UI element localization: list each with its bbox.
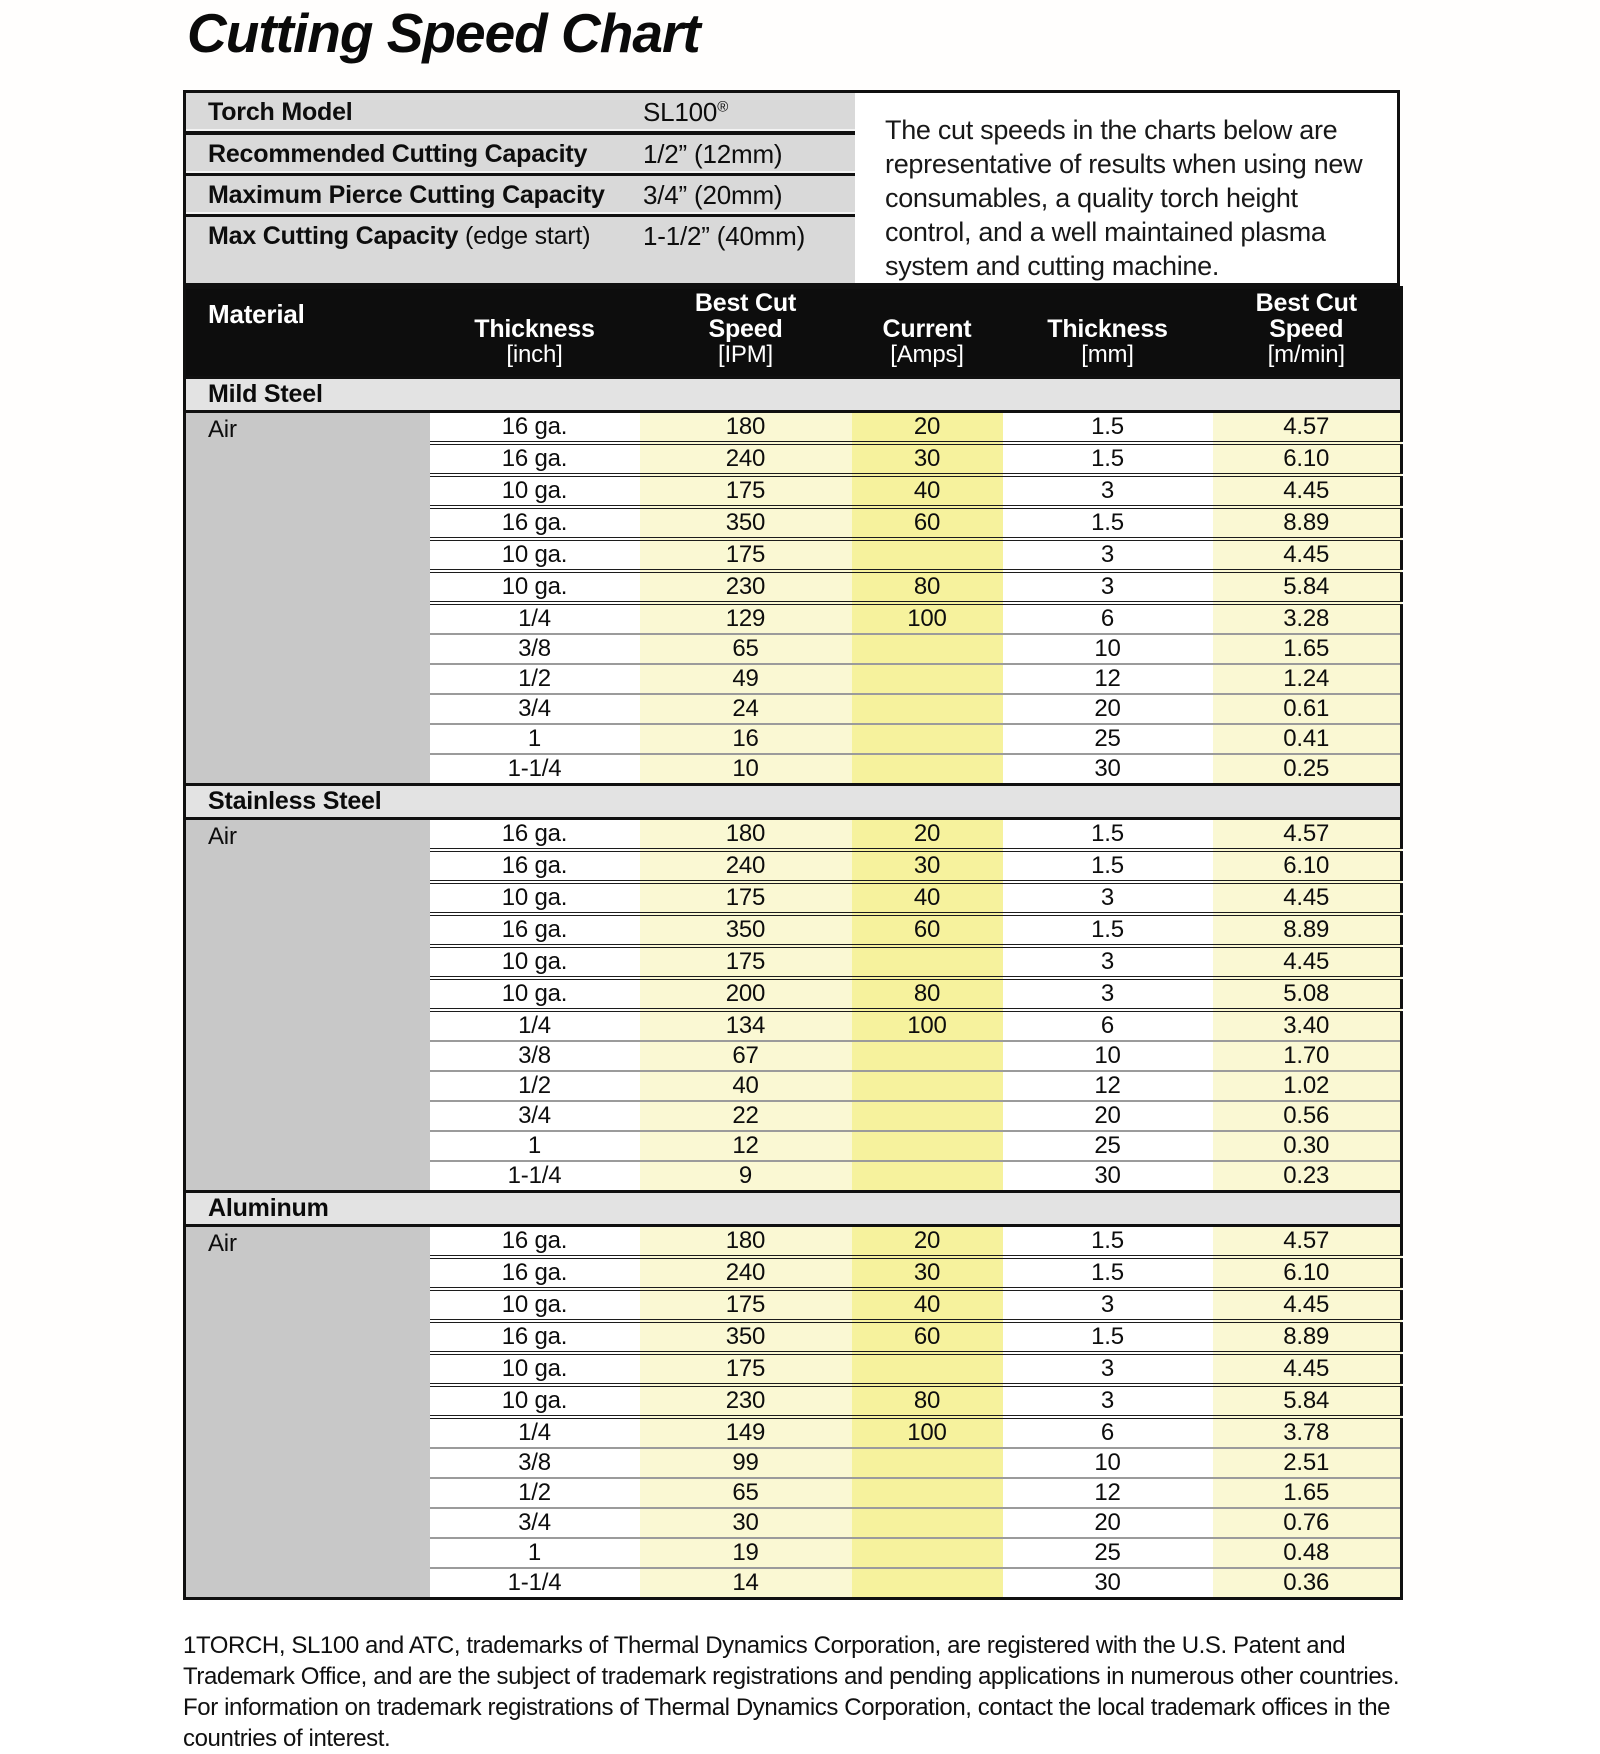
- cell-thickness-inch: 10 ga.: [430, 539, 640, 571]
- column-header-speed-ipm: Best Cut Speed [IPM]: [640, 288, 852, 378]
- spec-row-recommended-capacity: [186, 135, 855, 176]
- column-header-thickness-inch: Thickness [inch]: [430, 288, 640, 378]
- cell-speed-ipm: 200: [640, 978, 852, 1010]
- cell-current-amps: [852, 754, 1003, 785]
- cell-thickness-inch: 10 ga.: [430, 1289, 640, 1321]
- cell-thickness-inch: 10 ga.: [430, 1353, 640, 1385]
- cell-current-amps: 20: [852, 819, 1003, 851]
- cell-thickness-inch: 16 ga.: [430, 1321, 640, 1353]
- cell-thickness-inch: 3/8: [430, 634, 640, 664]
- spec-label: Torch Model: [208, 97, 353, 126]
- cell-thickness-inch: 16 ga.: [430, 507, 640, 539]
- cell-speed-mmin: 1.70: [1213, 1041, 1402, 1071]
- cell-thickness-inch: 16 ga.: [430, 412, 640, 444]
- cell-current-amps: 60: [852, 1321, 1003, 1353]
- cell-thickness-mm: 3: [1003, 882, 1213, 914]
- cell-thickness-mm: 1.5: [1003, 1321, 1213, 1353]
- cell-current-amps: [852, 1508, 1003, 1538]
- cell-speed-mmin: 0.23: [1213, 1161, 1402, 1192]
- cell-current-amps: 20: [852, 1226, 1003, 1258]
- cell-speed-ipm: 134: [640, 1010, 852, 1041]
- cell-speed-mmin: 6.10: [1213, 443, 1402, 475]
- cell-thickness-inch: 1-1/4: [430, 754, 640, 785]
- cell-speed-ipm: 180: [640, 412, 852, 444]
- cell-current-amps: [852, 664, 1003, 694]
- cell-speed-mmin: 3.40: [1213, 1010, 1402, 1041]
- cell-thickness-inch: 1: [430, 724, 640, 754]
- cell-current-amps: 40: [852, 1289, 1003, 1321]
- cell-thickness-inch: 10 ga.: [430, 946, 640, 978]
- cell-thickness-inch: 1/4: [430, 1010, 640, 1041]
- cell-speed-ipm: 65: [640, 1478, 852, 1508]
- cell-speed-mmin: 0.56: [1213, 1101, 1402, 1131]
- cell-current-amps: 20: [852, 412, 1003, 444]
- cell-speed-ipm: 175: [640, 539, 852, 571]
- cell-speed-mmin: 8.89: [1213, 914, 1402, 946]
- cell-speed-mmin: 3.28: [1213, 603, 1402, 634]
- column-header-current-amps: Current [Amps]: [852, 288, 1003, 378]
- cell-speed-ipm: 240: [640, 1257, 852, 1289]
- cell-thickness-mm: 1.5: [1003, 914, 1213, 946]
- trademark-footnote: 1TORCH, SL100 and ATC, trademarks of Thermal Dynamics Corporation, are registered with the U.S. Patent and Trademark Office, and are the subject of trademark registrations and pending applications in numerous other countries. For information on trademark registrations of Thermal Dynamics Corporation, contact the local trademark offices in the countries of interest.: [183, 1632, 1400, 1752]
- cell-speed-mmin: 0.36: [1213, 1568, 1402, 1599]
- cell-speed-mmin: 0.76: [1213, 1508, 1402, 1538]
- gas-cell: Air: [185, 412, 430, 785]
- cell-thickness-mm: 10: [1003, 1448, 1213, 1478]
- spec-value: 3/4” (20mm): [643, 179, 783, 210]
- cell-thickness-mm: 30: [1003, 754, 1213, 785]
- cell-speed-ipm: 9: [640, 1161, 852, 1192]
- page-title: Cutting Speed Chart: [187, 2, 700, 64]
- cell-current-amps: [852, 1448, 1003, 1478]
- cell-thickness-mm: 20: [1003, 1101, 1213, 1131]
- cell-thickness-inch: 3/4: [430, 694, 640, 724]
- cell-thickness-mm: 10: [1003, 1041, 1213, 1071]
- cell-thickness-inch: 1/2: [430, 1478, 640, 1508]
- cell-speed-ipm: 67: [640, 1041, 852, 1071]
- cell-current-amps: 60: [852, 914, 1003, 946]
- cell-thickness-inch: 10 ga.: [430, 882, 640, 914]
- cell-speed-ipm: 240: [640, 443, 852, 475]
- cell-thickness-inch: 10 ga.: [430, 571, 640, 603]
- spec-label: Recommended Cutting Capacity: [208, 139, 588, 168]
- cell-thickness-inch: 10 ga.: [430, 475, 640, 507]
- cell-thickness-inch: 1-1/4: [430, 1161, 640, 1192]
- cell-current-amps: [852, 1478, 1003, 1508]
- cell-thickness-mm: 25: [1003, 724, 1213, 754]
- spec-value: SL100®: [643, 96, 729, 127]
- cell-thickness-mm: 3: [1003, 539, 1213, 571]
- cell-thickness-mm: 20: [1003, 1508, 1213, 1538]
- cell-thickness-mm: 1.5: [1003, 443, 1213, 475]
- cell-thickness-mm: 30: [1003, 1568, 1213, 1599]
- column-header-thickness-mm: Thickness [mm]: [1003, 288, 1213, 378]
- cell-speed-mmin: 5.08: [1213, 978, 1402, 1010]
- cell-thickness-mm: 12: [1003, 1478, 1213, 1508]
- cell-speed-mmin: 4.45: [1213, 539, 1402, 571]
- cutting-speed-table: [183, 286, 1403, 1600]
- column-header-material: Material: [185, 288, 430, 378]
- cell-thickness-inch: 16 ga.: [430, 819, 640, 851]
- cell-thickness-mm: 6: [1003, 1010, 1213, 1041]
- cell-thickness-inch: 10 ga.: [430, 978, 640, 1010]
- cell-current-amps: [852, 1131, 1003, 1161]
- cell-speed-ipm: 16: [640, 724, 852, 754]
- cell-current-amps: [852, 1353, 1003, 1385]
- cell-speed-ipm: 22: [640, 1101, 852, 1131]
- section-row: [185, 1192, 1402, 1226]
- cell-current-amps: 80: [852, 1385, 1003, 1417]
- cell-speed-mmin: 0.61: [1213, 694, 1402, 724]
- cell-speed-ipm: 99: [640, 1448, 852, 1478]
- cell-current-amps: [852, 724, 1003, 754]
- cell-speed-mmin: 4.45: [1213, 1353, 1402, 1385]
- cell-thickness-inch: 1/4: [430, 1417, 640, 1448]
- spec-row-max-pierce-capacity: [186, 176, 855, 217]
- cell-thickness-mm: 3: [1003, 475, 1213, 507]
- cell-thickness-inch: 1/2: [430, 664, 640, 694]
- cell-thickness-mm: 1.5: [1003, 819, 1213, 851]
- cell-speed-ipm: 49: [640, 664, 852, 694]
- spec-row-torch-model: [186, 93, 855, 135]
- cell-speed-ipm: 180: [640, 1226, 852, 1258]
- torch-spec-table: [186, 93, 855, 283]
- cell-thickness-mm: 10: [1003, 634, 1213, 664]
- cell-current-amps: 40: [852, 475, 1003, 507]
- cell-current-amps: 100: [852, 1417, 1003, 1448]
- cell-thickness-inch: 1/2: [430, 1071, 640, 1101]
- cell-current-amps: 80: [852, 571, 1003, 603]
- cell-speed-mmin: 4.57: [1213, 819, 1402, 851]
- cell-current-amps: 40: [852, 882, 1003, 914]
- cell-speed-ipm: 230: [640, 571, 852, 603]
- spec-row-max-capacity-edge-start: [186, 217, 855, 255]
- cell-speed-ipm: 129: [640, 603, 852, 634]
- cell-current-amps: 30: [852, 1257, 1003, 1289]
- cell-speed-mmin: 4.45: [1213, 475, 1402, 507]
- cell-speed-ipm: 14: [640, 1568, 852, 1599]
- cell-current-amps: [852, 634, 1003, 664]
- cell-speed-ipm: 40: [640, 1071, 852, 1101]
- cell-speed-mmin: 6.10: [1213, 1257, 1402, 1289]
- cell-thickness-mm: 6: [1003, 1417, 1213, 1448]
- cell-thickness-inch: 3/8: [430, 1041, 640, 1071]
- cell-speed-mmin: 6.10: [1213, 850, 1402, 882]
- cell-thickness-inch: 16 ga.: [430, 1257, 640, 1289]
- cell-speed-ipm: 65: [640, 634, 852, 664]
- cell-speed-ipm: 175: [640, 946, 852, 978]
- cell-thickness-mm: 30: [1003, 1161, 1213, 1192]
- material-section-label: Aluminum: [185, 1192, 1402, 1226]
- cell-current-amps: [852, 946, 1003, 978]
- cell-thickness-inch: 1/4: [430, 603, 640, 634]
- section-row: [185, 378, 1402, 412]
- cell-thickness-inch: 3/4: [430, 1508, 640, 1538]
- cell-thickness-inch: 16 ga.: [430, 914, 640, 946]
- cell-thickness-inch: 3/4: [430, 1101, 640, 1131]
- cell-thickness-mm: 1.5: [1003, 850, 1213, 882]
- table-header-row: [185, 288, 1402, 378]
- cell-current-amps: [852, 1538, 1003, 1568]
- cell-current-amps: [852, 1161, 1003, 1192]
- cell-thickness-inch: 1: [430, 1131, 640, 1161]
- cell-speed-mmin: 3.78: [1213, 1417, 1402, 1448]
- cell-thickness-mm: 3: [1003, 1385, 1213, 1417]
- cell-speed-mmin: 5.84: [1213, 1385, 1402, 1417]
- cell-speed-mmin: 1.65: [1213, 634, 1402, 664]
- table-header: [185, 288, 1402, 378]
- cell-current-amps: [852, 1568, 1003, 1599]
- cell-current-amps: 100: [852, 1010, 1003, 1041]
- cell-speed-mmin: 8.89: [1213, 1321, 1402, 1353]
- material-section-label: Mild Steel: [185, 378, 1402, 412]
- cell-thickness-mm: 12: [1003, 664, 1213, 694]
- cell-thickness-inch: 16 ga.: [430, 443, 640, 475]
- cell-speed-mmin: 4.45: [1213, 1289, 1402, 1321]
- gas-cell: Air: [185, 819, 430, 1192]
- cell-speed-mmin: 0.48: [1213, 1538, 1402, 1568]
- cell-speed-mmin: 4.45: [1213, 946, 1402, 978]
- cell-speed-ipm: 24: [640, 694, 852, 724]
- cell-speed-mmin: 2.51: [1213, 1448, 1402, 1478]
- cell-speed-ipm: 175: [640, 1353, 852, 1385]
- cell-speed-mmin: 5.84: [1213, 571, 1402, 603]
- cell-current-amps: 60: [852, 507, 1003, 539]
- cell-speed-ipm: 175: [640, 882, 852, 914]
- cell-speed-ipm: 350: [640, 507, 852, 539]
- material-section-label: Stainless Steel: [185, 785, 1402, 819]
- cell-thickness-mm: 25: [1003, 1131, 1213, 1161]
- cell-speed-mmin: 0.25: [1213, 754, 1402, 785]
- spec-label: Max Cutting Capacity (edge start): [208, 221, 591, 250]
- data-row: [185, 819, 1402, 851]
- cell-current-amps: [852, 1041, 1003, 1071]
- cell-speed-mmin: 0.41: [1213, 724, 1402, 754]
- cell-thickness-mm: 3: [1003, 571, 1213, 603]
- gas-cell: Air: [185, 1226, 430, 1599]
- cell-speed-ipm: 240: [640, 850, 852, 882]
- cell-speed-mmin: 1.24: [1213, 664, 1402, 694]
- cell-speed-ipm: 175: [640, 475, 852, 507]
- cell-thickness-inch: 3/8: [430, 1448, 640, 1478]
- cell-thickness-mm: 3: [1003, 946, 1213, 978]
- cell-thickness-mm: 1.5: [1003, 1226, 1213, 1258]
- cell-speed-mmin: 1.02: [1213, 1071, 1402, 1101]
- cell-thickness-mm: 12: [1003, 1071, 1213, 1101]
- cell-thickness-inch: 16 ga.: [430, 850, 640, 882]
- cell-current-amps: 30: [852, 443, 1003, 475]
- cell-thickness-mm: 3: [1003, 1289, 1213, 1321]
- column-header-speed-mmin: Best Cut Speed [m/min]: [1213, 288, 1402, 378]
- cell-thickness-mm: 1.5: [1003, 507, 1213, 539]
- cell-speed-ipm: 10: [640, 754, 852, 785]
- cell-speed-mmin: 1.65: [1213, 1478, 1402, 1508]
- data-row: [185, 412, 1402, 444]
- cell-current-amps: [852, 1071, 1003, 1101]
- cell-thickness-mm: 6: [1003, 603, 1213, 634]
- torch-spec-box: [183, 90, 1400, 286]
- spec-label: Maximum Pierce Cutting Capacity: [208, 180, 605, 209]
- spec-value: 1-1/2” (40mm): [643, 220, 806, 251]
- cell-thickness-mm: 25: [1003, 1538, 1213, 1568]
- page-content: [183, 0, 1400, 1754]
- cell-speed-ipm: 19: [640, 1538, 852, 1568]
- cell-thickness-mm: 3: [1003, 978, 1213, 1010]
- cell-current-amps: [852, 539, 1003, 571]
- cell-speed-ipm: 350: [640, 1321, 852, 1353]
- cell-current-amps: [852, 694, 1003, 724]
- cell-speed-mmin: 4.45: [1213, 882, 1402, 914]
- cell-speed-ipm: 230: [640, 1385, 852, 1417]
- cell-thickness-mm: 3: [1003, 1353, 1213, 1385]
- cell-speed-mmin: 0.30: [1213, 1131, 1402, 1161]
- cell-thickness-mm: 20: [1003, 694, 1213, 724]
- cell-speed-ipm: 350: [640, 914, 852, 946]
- cell-speed-ipm: 30: [640, 1508, 852, 1538]
- data-row: [185, 1226, 1402, 1258]
- cell-speed-mmin: 8.89: [1213, 507, 1402, 539]
- intro-note: The cut speeds in the charts below are representative of results when using new consumables, a quality torch height control, and a well maintained plasma system and cutting machine.: [855, 93, 1397, 283]
- cell-current-amps: 100: [852, 603, 1003, 634]
- cell-current-amps: 30: [852, 850, 1003, 882]
- cell-speed-ipm: 180: [640, 819, 852, 851]
- cell-speed-ipm: 12: [640, 1131, 852, 1161]
- cell-speed-ipm: 149: [640, 1417, 852, 1448]
- cell-thickness-mm: 1.5: [1003, 412, 1213, 444]
- cell-thickness-inch: 1-1/4: [430, 1568, 640, 1599]
- cell-speed-ipm: 175: [640, 1289, 852, 1321]
- cell-speed-mmin: 4.57: [1213, 1226, 1402, 1258]
- spec-value: 1/2” (12mm): [643, 138, 783, 169]
- cell-thickness-inch: 10 ga.: [430, 1385, 640, 1417]
- cell-thickness-inch: 16 ga.: [430, 1226, 640, 1258]
- section-row: [185, 785, 1402, 819]
- cell-speed-mmin: 4.57: [1213, 412, 1402, 444]
- cell-current-amps: [852, 1101, 1003, 1131]
- cell-thickness-mm: 1.5: [1003, 1257, 1213, 1289]
- cell-current-amps: 80: [852, 978, 1003, 1010]
- cell-thickness-inch: 1: [430, 1538, 640, 1568]
- cut-speed-table-body: [185, 378, 1402, 1599]
